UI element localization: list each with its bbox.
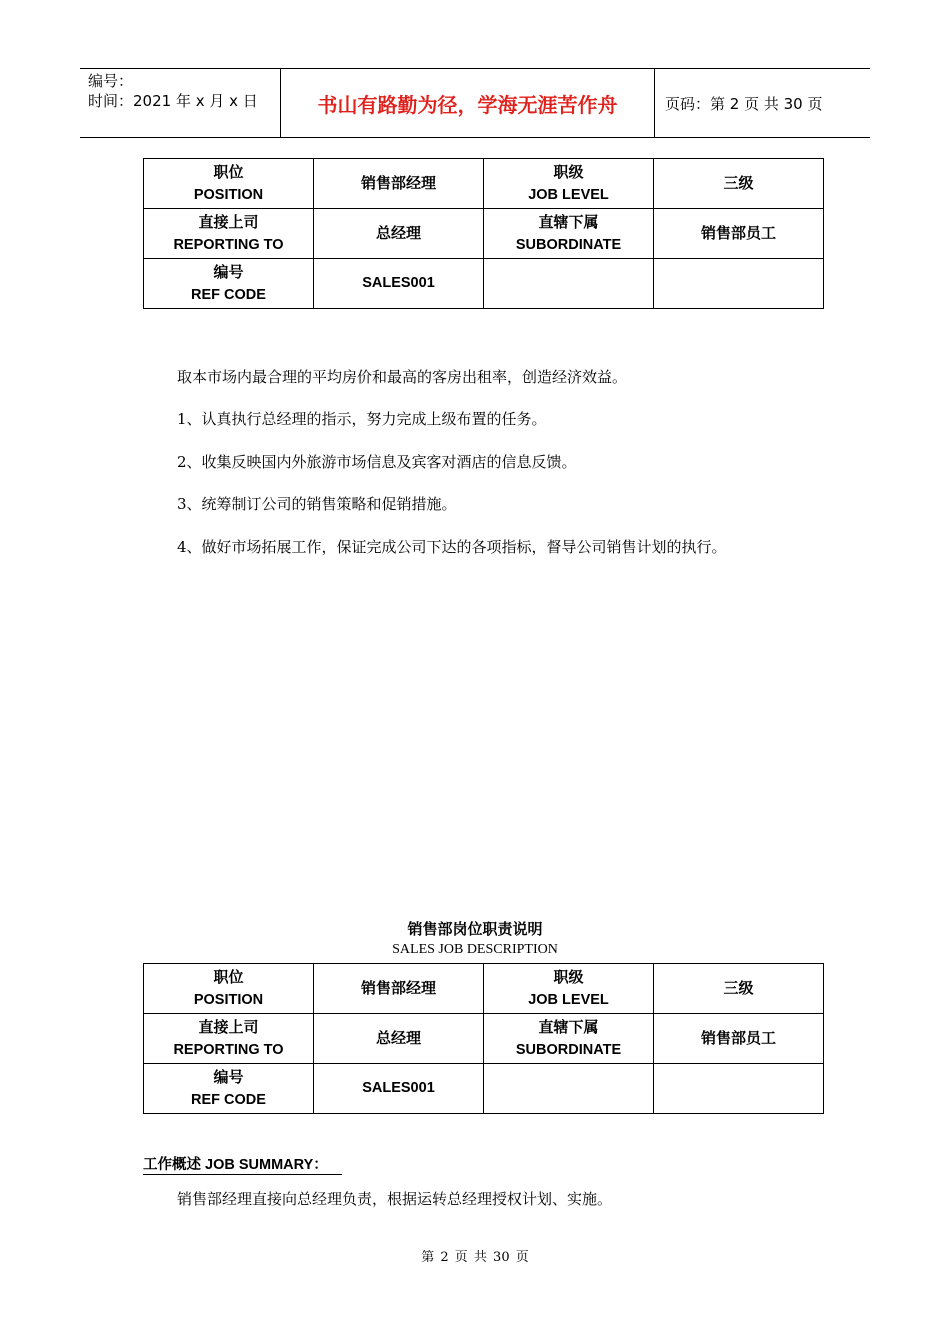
subordinate-value: 销售部员工 <box>700 1029 776 1047</box>
ref-label-cell <box>144 259 314 309</box>
paragraph-4: 3、统筹制订公司的销售策略和促销措施。 <box>177 495 457 513</box>
reporting-value-cell <box>314 1014 484 1064</box>
position-value-cell <box>314 964 484 1014</box>
ref-value-cell <box>314 1064 484 1114</box>
subordinate-label-cell <box>484 209 654 259</box>
ref-value: SALES001 <box>362 275 435 291</box>
header-meta <box>80 69 281 137</box>
section-title-en: SALES JOB DESCRIPTION <box>392 942 558 957</box>
paragraph-1: 取本市场内最合理的平均房价和最高的客房出租率，创造经济效益。 <box>177 368 628 386</box>
table-row <box>144 159 824 209</box>
position-label-en: POSITION <box>193 186 264 203</box>
ref-label-cell <box>144 1064 314 1114</box>
position-value-cell <box>314 159 484 209</box>
reporting-value-cell <box>314 209 484 259</box>
table-row <box>144 1064 824 1114</box>
paragraph-2: 1、认真执行总经理的指示，努力完成上级布置的任务。 <box>177 410 547 428</box>
subordinate-label-en: SUBORDINATE <box>515 236 622 253</box>
reporting-label-en: REPORTING TO <box>173 236 284 253</box>
table-row <box>144 1014 824 1064</box>
subordinate-value-cell <box>654 1014 824 1064</box>
position-label-en: POSITION <box>193 991 264 1008</box>
level-label-cell <box>484 159 654 209</box>
job-info-table-2 <box>143 963 824 1114</box>
ref-label-en: REF CODE <box>191 1091 266 1108</box>
subordinate-label-cn: 直辖下属 <box>538 212 599 231</box>
level-value: 三级 <box>723 174 754 192</box>
reporting-value: 总经理 <box>375 1029 421 1047</box>
section-title-cn: 销售部岗位职责说明 <box>407 920 543 938</box>
reporting-label-cell <box>144 209 314 259</box>
empty-cell <box>654 259 824 309</box>
level-label-en: JOB LEVEL <box>528 186 609 203</box>
level-value-cell <box>654 159 824 209</box>
subordinate-label-cell <box>484 1014 654 1064</box>
table-row <box>144 209 824 259</box>
reporting-value: 总经理 <box>375 224 421 242</box>
subordinate-value: 销售部员工 <box>700 224 776 242</box>
ref-label-cn: 编号 <box>213 262 244 281</box>
ref-value-cell <box>314 259 484 309</box>
table-row <box>144 964 824 1014</box>
empty-cell <box>484 259 654 309</box>
empty-cell <box>484 1064 654 1114</box>
table-row <box>144 259 824 309</box>
header-page-info: 页码：第 2 页 共 30 页 <box>665 94 823 113</box>
page-footer: 第 2 页 共 30 页 <box>421 1250 529 1265</box>
reporting-label-cell <box>144 1014 314 1064</box>
ref-value: SALES001 <box>362 1080 435 1096</box>
position-value: 销售部经理 <box>360 174 436 192</box>
position-label-cn: 职位 <box>213 162 244 181</box>
header-number: 编号： <box>88 72 134 90</box>
job-summary-heading: 工作概述 JOB SUMMARY： <box>143 1153 342 1175</box>
header-time: 时间：2021 年 x 月 x 日 <box>88 92 258 110</box>
level-label-cell <box>484 964 654 1014</box>
page-header <box>80 68 870 138</box>
header-motto: 书山有路勤为径，学海无涯苦作舟 <box>281 69 655 137</box>
job-summary-text: 销售部经理直接向总经理负责，根据运转总经理授权计划、实施。 <box>177 1190 613 1208</box>
empty-cell <box>654 1064 824 1114</box>
position-label-cell <box>144 964 314 1014</box>
level-value-cell <box>654 964 824 1014</box>
reporting-label-cn: 直接上司 <box>198 212 259 231</box>
reporting-label-cn: 直接上司 <box>198 1017 259 1036</box>
position-label-cn: 职位 <box>213 967 244 986</box>
position-value: 销售部经理 <box>360 979 436 997</box>
job-info-table-1 <box>143 158 824 309</box>
level-label-en: JOB LEVEL <box>528 991 609 1008</box>
position-label-cell <box>144 159 314 209</box>
paragraph-5: 4、做好市场拓展工作，保证完成公司下达的各项指标，督导公司销售计划的执行。 <box>177 538 727 556</box>
ref-label-en: REF CODE <box>191 286 266 303</box>
paragraph-3: 2、收集反映国内外旅游市场信息及宾客对酒店的信息反馈。 <box>177 453 577 471</box>
level-label-cn: 职级 <box>553 967 584 986</box>
reporting-label-en: REPORTING TO <box>173 1041 284 1058</box>
level-label-cn: 职级 <box>553 162 584 181</box>
ref-label-cn: 编号 <box>213 1067 244 1086</box>
level-value: 三级 <box>723 979 754 997</box>
subordinate-label-cn: 直辖下属 <box>538 1017 599 1036</box>
subordinate-label-en: SUBORDINATE <box>515 1041 622 1058</box>
subordinate-value-cell <box>654 209 824 259</box>
